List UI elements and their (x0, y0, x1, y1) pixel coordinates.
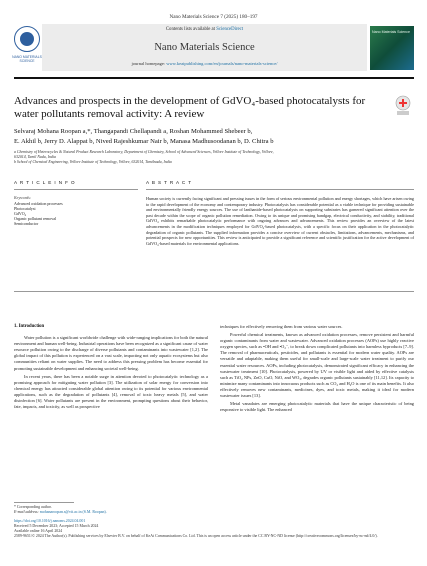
doi-link[interactable]: https://doi.org/10.1016/j.nanoms.2024.04.001 (14, 519, 86, 523)
paragraph: Water pollution is a significant worldwide challenge with wide-ranging implications for both the natural environment and human well-being. Industrial operations have been recognized as a significant cause of water resource pollution owing to the discharge of diverse pollutants and contaminants into wastewater [1,2]. The global impact of this pollution is experienced on a vast scale, impacting not only aquatic ecosystems but also communities reliant on water supplies. The need to address this pressing problem has become essential for promoting sustainable development and enhancing societal well-being. (14, 335, 208, 371)
footnote-divider (14, 502, 74, 503)
seal-center-icon (20, 32, 34, 46)
homepage-prefix: journal homepage: (131, 61, 167, 66)
license-note: 2589-9651/© 2024 The Author(s). Publishing services by Elsevier B.V. on behalf of KeAi Communications Co. Ltd. This is an open access article under the CC BY-NC-ND license (http://creativecommons.org/licenses/by-nc-nd/4.0/). (14, 534, 378, 538)
abstract-text: Human society is currently facing significant and pressing issues in the form of serious environmental pollution and energy shortages, which have arisen owing to the rapid development of the economy and contemporary industry. Photocatalysis has considerable potential as a viable technique for providing sustainable and environmentally friendly energy sources. The use of lanthanide-based photocatalysts on supporting substrates has garnered significant attention over the past decade within the scope of organic pollution remediation. Owing to its unique and promising bandgap, electrical conductivity, and stability, traditional GdVO₄ exhibits remarkable photocatalytic performance with ongoing advances and advancements. This review provides an overview of the latest advancements in the modification techniques employed for GdVO₄-based photocatalysts, with a specific focus on their application in the photocatalytic degradation of organic pollutants. The supplied information provides a concise overview of current obstacles, limitations, advancements, mechanisms, and potential prospects for new opportunities. This review is anticipated to provide a significant reference and scientific justification for the active development of GdVO₄-based materials for environmental applications. (146, 196, 414, 246)
keyword-list (14, 201, 138, 226)
affiliation-a: a Chemistry of Heterocycles & Natural Product Research Laboratory, Department of Chemistry, School of Advanced Sciences, Vellore Institute of Technology, Vellore, (14, 150, 274, 154)
section-heading-introduction: 1. Introduction (14, 324, 45, 329)
cover-title: Nano Materials Science (372, 30, 410, 34)
body-column-left (14, 324, 208, 412)
online-date: Available online 16 April 2024 (14, 529, 63, 533)
front-matter-divider (14, 291, 414, 292)
article-info-heading: A R T I C L E I N F O (14, 180, 76, 185)
abstract-divider (146, 189, 414, 190)
footnotes (14, 505, 414, 539)
paragraph: Metal vanadates are emerging photocatalytic materials that have the unique characteristic of being responsive to visible light. The enhanced (220, 401, 414, 413)
received-dates: Received 5 December 2023; Accepted 15 March 2024 (14, 524, 99, 528)
email-label: E-mail address: (14, 510, 40, 514)
journal-cover-image (370, 26, 414, 70)
affiliations (14, 150, 414, 165)
body-column-right (220, 324, 414, 415)
author-list (14, 127, 414, 147)
journal-banner (42, 24, 367, 71)
authors-line-2: E. Akhil b, Jerry D. Alappat b, Nived Rajeshkumar Nair b, Manasa Madhusoodanan b, D. Chitra b (14, 138, 274, 145)
paragraph: Powerful chemical treatments, known as advanced oxidation processes, remove persistent and harmful organic contaminants from water and wastewater. Advanced oxidation processes (AOPs) use highly reactive oxygen species, such as •OH and •O₂⁻, to break down complicated pollutants into harmless byproducts [7–9]. The removal of pharmaceuticals, pesticides, and pollutants is essential for modern water quality. AOPs are versatile and adaptable, making them useful for small-scale and large-scale water treatment to purify our essential water resources. AOPs, including photocatalysis, demonstrated significant efficacy in enhancing the wastewater treatment [10]. Photocatalysis, powered by UV or visible light and aided by effective catalysts such as TiO₂ NPs, ZnO, CuO, NiO, and WO₃, degrades organic pollutants sustainably [11,12]. Its capacity to minimize many contaminants into innocuous products such as CO₂ and H₂O is one of its main benefits. It also effectively removes new contaminants, medicines, dyes, and toxic metals, making it ideal for modern wastewater issues [13]. (220, 332, 414, 399)
authors-line-1: Selvaraj Mohana Roopan a,*, Thangapandi Chellapandi a, Roshan Mohammed Shebeer b, (14, 128, 253, 135)
keyword-item: GdVO₄ (14, 211, 27, 216)
homepage-line (42, 61, 367, 66)
contents-prefix: Contents lists available at (165, 27, 217, 32)
sciencedirect-link[interactable]: ScienceDirect (216, 27, 244, 32)
corresponding-author-note: * Corresponding author. (14, 505, 52, 509)
keywords-label: Keywords: (14, 195, 32, 200)
seal-caption: NANO MATERIALS SCIENCE (12, 55, 42, 63)
keyword-item: Advanced oxidation processes (14, 201, 63, 206)
keyword-item: Organic pollutant removal (14, 216, 57, 221)
keyword-item: Semiconductor (14, 221, 39, 226)
abstract-heading: A B S T R A C T (146, 180, 192, 185)
article-info-divider (14, 189, 138, 190)
journal-name: Nano Materials Science (154, 42, 255, 53)
publisher-seal-logo (14, 26, 40, 52)
contents-line (42, 27, 367, 32)
paragraph: techniques for effectively removing them from various water sources. (220, 324, 343, 329)
crossmark-icon[interactable] (394, 95, 412, 117)
affiliation-a-cont: 632014, Tamil Nadu, India (14, 155, 56, 159)
journal-citation: Nano Materials Science 7 (2025) 180–197 (169, 14, 258, 20)
email-link[interactable]: mohanaroopan.s@vit.ac.in (S.M. Roopan). (39, 510, 107, 514)
keyword-item: Photocatalyst (14, 206, 36, 211)
article-title: Advances and prospects in the development of GdVO₄-based photocatalysts for water pollutants removal activity: A review (14, 95, 366, 120)
affiliation-b: b School of Chemical Engineering, Vellore Institute of Technology, Vellore, 632014, Tamilnadu, India (14, 160, 172, 164)
homepage-link[interactable]: www.keaipublishing.com/en/journals/nano-materials-science/ (166, 61, 278, 66)
header-divider (14, 77, 414, 79)
paragraph: In recent years, there has been a notable surge in attention devoted to photocatalytic technology as a promising approach for mitigating water pollution [3]. The utilization of solar energy for conversion into chemical energy has attracted considerable global attention owing to its potential for various environmental applications, such as the degradation of pollutants [4], removal of toxic heavy metals [5], and water disinfection [6]. Water pollutants are present in the environment, prompting questions about their behavior, fate, impacts, and toxicity, as well as prospective (14, 373, 208, 410)
